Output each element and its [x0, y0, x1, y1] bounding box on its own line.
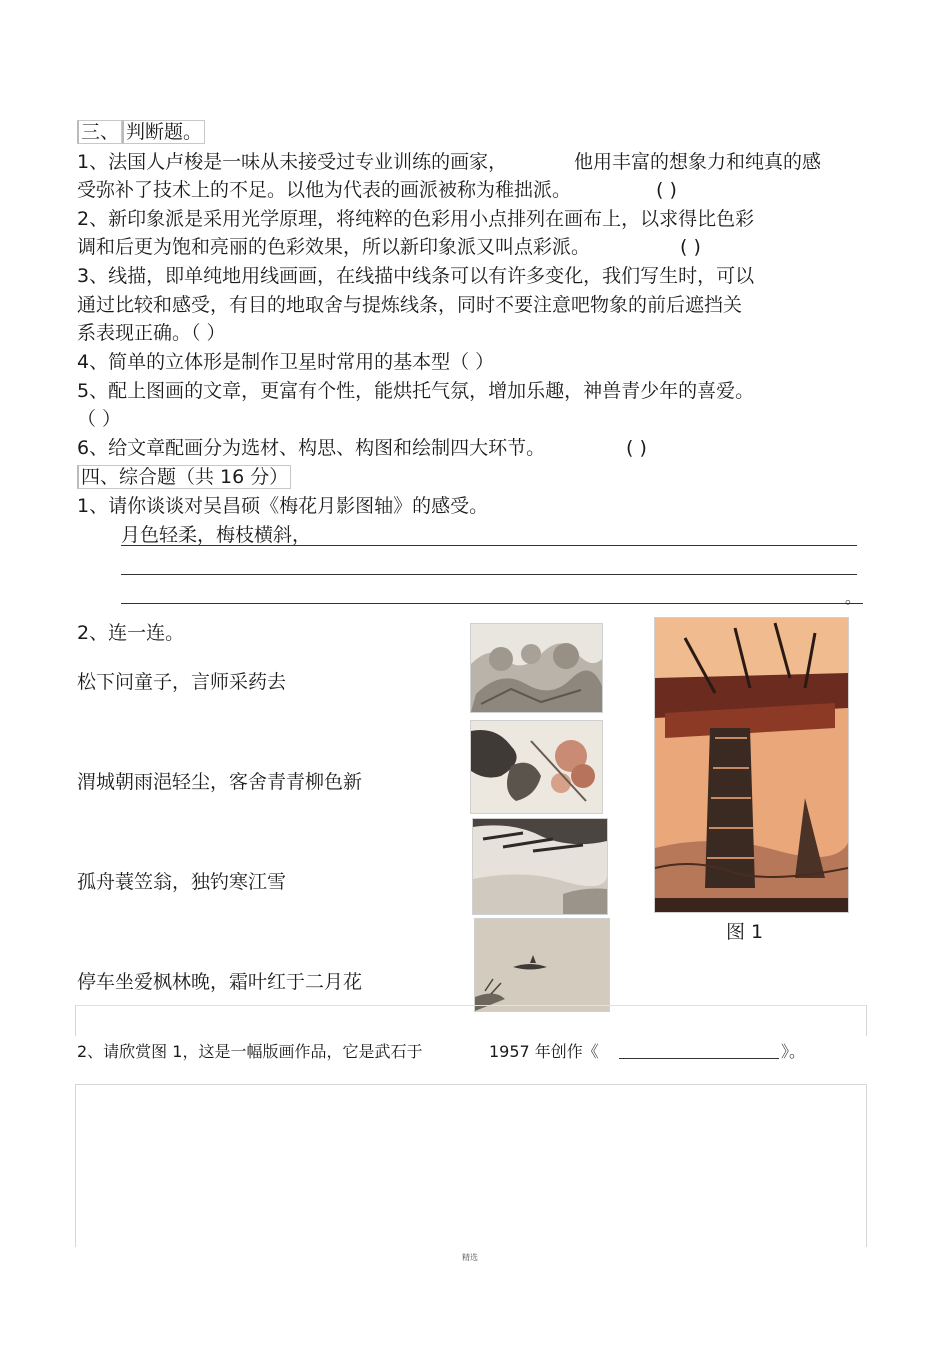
painting-2-image[interactable]	[470, 720, 603, 814]
q1-line1b: 他用丰富的想象力和纯真的感	[574, 151, 822, 173]
q2-answer-paren[interactable]: ( )	[680, 236, 701, 258]
q3-line1: 3、线描，即单纯地用线画画，在线描中线条可以有许多变化，我们写生时，可以	[77, 265, 755, 287]
title-blank-line[interactable]	[619, 1058, 779, 1059]
q6-answer-paren[interactable]: ( )	[626, 437, 647, 459]
answer-line-2[interactable]	[121, 574, 857, 575]
painting-4-image[interactable]	[474, 918, 610, 1012]
figure-1-caption: 图 1	[726, 921, 764, 943]
q1-line2: 受弥补了技术上的不足。以他为代表的画派被称为稚拙派。	[77, 179, 572, 201]
section3-number: 三、	[77, 120, 122, 144]
s4-q3-part-a: 2、请欣赏图 1，这是一幅版画作品，它是武石于	[77, 1042, 423, 1061]
q5-line2[interactable]: （ ）	[77, 408, 122, 430]
poem-4[interactable]: 停车坐爱枫林晚，霜叶红于二月花	[77, 971, 363, 993]
answer-line-1[interactable]	[121, 545, 857, 546]
s4-q1: 1、请你谈谈对吴昌硕《梅花月影图轴》的感受。	[77, 495, 489, 517]
answer-end-mark: 。	[845, 588, 862, 607]
painting-1-image[interactable]	[470, 623, 603, 713]
figure-1-woodcut-image[interactable]	[654, 617, 849, 913]
s4-q3-part-c: 》。	[781, 1042, 806, 1061]
q3-line3: 系表现正确。（ ）	[77, 322, 226, 344]
q3-line2: 通过比较和感受，有目的地取舍与提炼线条，同时不要注意吧物象的前后遮挡关	[77, 294, 743, 316]
section4-heading	[77, 465, 291, 489]
q1-answer-paren[interactable]: ( )	[656, 179, 677, 201]
footer-mark: 精选	[462, 1253, 478, 1262]
poem-3[interactable]: 孤舟蓑笠翁，独钓寒江雪	[77, 871, 287, 893]
painting-3-image[interactable]	[472, 818, 608, 915]
q1-line1a: 1、法国人卢梭是一味从未接受过专业训练的画家，	[77, 151, 508, 173]
answer-line-3[interactable]	[121, 603, 863, 604]
s4-q1-answer: 月色轻柔，梅枝横斜，	[121, 524, 312, 546]
section3-title: 判断题。	[122, 120, 205, 144]
q4-line: 4、简单的立体形是制作卫星时常用的基本型（ ）	[77, 351, 495, 373]
s4-q2-title: 2、连一连。	[77, 622, 185, 644]
section3-heading	[77, 120, 205, 144]
answer-box[interactable]	[75, 1084, 867, 1247]
q2-line2: 调和后更为饱和亮丽的色彩效果，所以新印象派又叫点彩派。	[77, 236, 591, 258]
s4-q3-part-b: 1957 年创作《	[489, 1042, 599, 1061]
poem-2[interactable]: 渭城朝雨浥轻尘，客舍青青柳色新	[77, 771, 363, 793]
poem-1[interactable]: 松下问童子，言师采药去	[77, 671, 287, 693]
frame-top	[75, 1005, 867, 1036]
q2-line1: 2、新印象派是采用光学原理，将纯粹的色彩用小点排列在画布上，以求得比色彩	[77, 208, 755, 230]
q6-line: 6、给文章配画分为选材、构思、构图和绘制四大环节。	[77, 437, 546, 459]
q5-line1: 5、配上图画的文章，更富有个性，能烘托气氛，增加乐趣，神兽青少年的喜爱。	[77, 380, 755, 402]
section4-title: 四、综合题（共 16 分）	[77, 465, 291, 489]
